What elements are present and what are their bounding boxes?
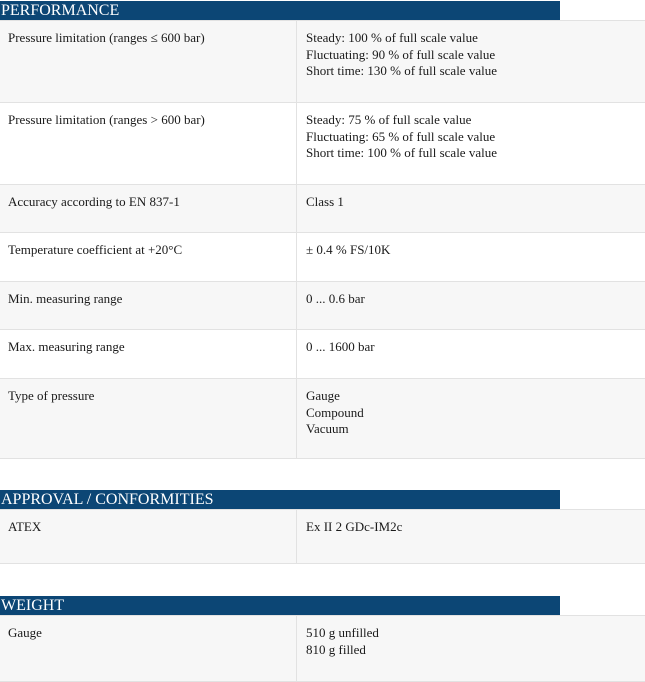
performance-header: PERFORMANCE <box>0 1 560 20</box>
approval-table <box>0 509 645 564</box>
row-label: Pressure limitation (ranges > 600 bar) <box>0 103 297 184</box>
row-label: Gauge <box>0 616 297 681</box>
table-row <box>0 282 645 330</box>
row-value <box>297 233 645 281</box>
table-row <box>0 616 645 682</box>
row-label: Temperature coefficient at +20°C <box>0 233 297 281</box>
value-line: 0 ... 0.6 bar <box>306 291 365 306</box>
row-value <box>297 379 645 458</box>
row-value <box>297 21 645 102</box>
approval-header: APPROVAL / CONFORMITIES <box>0 490 560 509</box>
table-row <box>0 103 645 185</box>
row-label: Type of pressure <box>0 379 297 458</box>
value-line: Short time: 130 % of full scale value <box>306 63 497 78</box>
value-line: Short time: 100 % of full scale value <box>306 145 497 160</box>
value-line: Vacuum <box>306 421 349 436</box>
table-row <box>0 233 645 282</box>
row-value <box>297 103 645 184</box>
value-line: Steady: 100 % of full scale value <box>306 30 478 45</box>
row-label: ATEX <box>0 510 297 563</box>
value-line: ± 0.4 % FS/10K <box>306 242 391 257</box>
value-line: Class 1 <box>306 194 344 209</box>
row-label: Max. measuring range <box>0 330 297 378</box>
value-line: Fluctuating: 90 % of full scale value <box>306 46 496 62</box>
table-row <box>0 330 645 379</box>
row-label: Pressure limitation (ranges ≤ 600 bar) <box>0 21 297 102</box>
value-line: 810 g filled <box>306 641 366 657</box>
value-line: Fluctuating: 65 % of full scale value <box>306 128 496 144</box>
row-value <box>297 616 645 681</box>
value-line: 0 ... 1600 bar <box>306 339 375 354</box>
table-row <box>0 510 645 564</box>
weight-table <box>0 615 645 682</box>
value-line: Steady: 75 % of full scale value <box>306 112 472 127</box>
table-row <box>0 379 645 459</box>
value-line: Compound <box>306 404 364 420</box>
row-value <box>297 510 645 563</box>
row-label: Min. measuring range <box>0 282 297 329</box>
table-row <box>0 21 645 103</box>
value-line: 510 g unfilled <box>306 625 379 640</box>
row-value <box>297 330 645 378</box>
performance-table <box>0 20 645 459</box>
value-line: Ex II 2 GDc-IM2c <box>306 519 403 534</box>
row-value <box>297 282 645 329</box>
value-line: Gauge <box>306 388 340 403</box>
table-row <box>0 185 645 233</box>
row-label: Accuracy according to EN 837-1 <box>0 185 297 232</box>
weight-header: WEIGHT <box>0 596 560 615</box>
row-value <box>297 185 645 232</box>
